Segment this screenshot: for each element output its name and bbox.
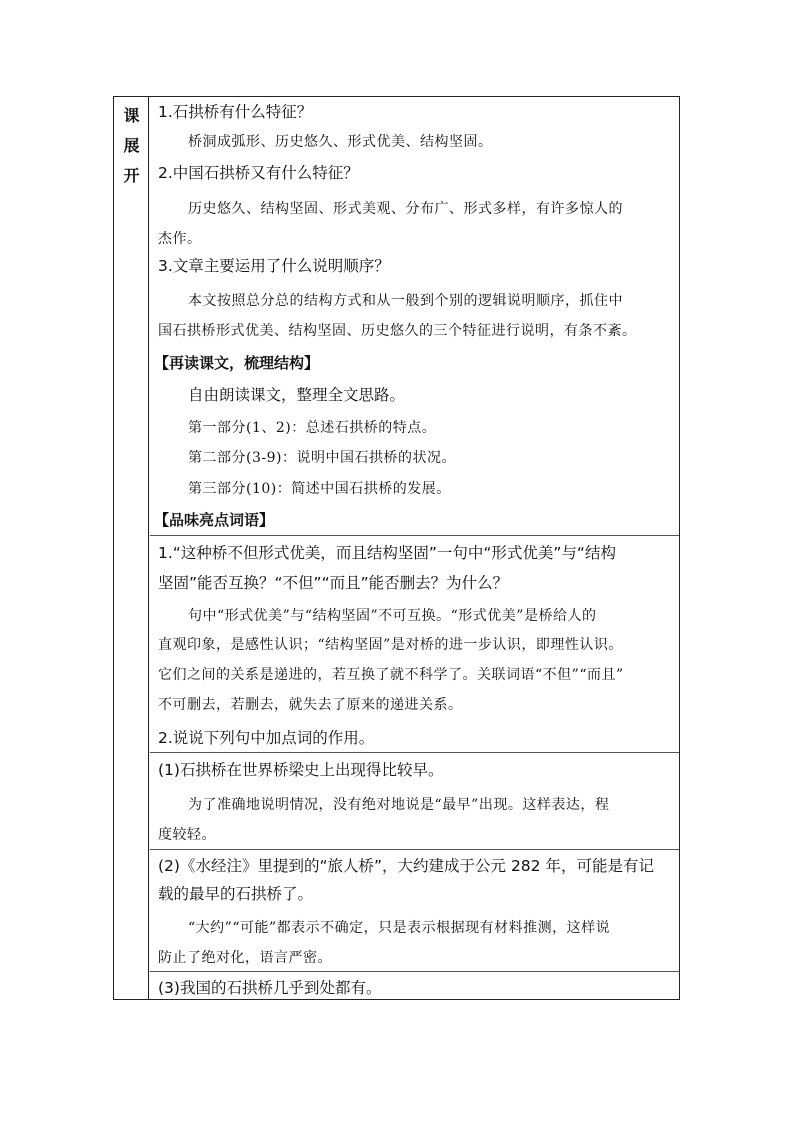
instruction: 自由朗读课文，整理全文思路。	[188, 386, 406, 404]
section-heading: 【品味亮点词语】	[154, 511, 275, 529]
answer: 为了准确地说明情况，没有绝对地说是“最早”出现。这样表达，程	[188, 797, 610, 813]
answer: “大约”“可能”都表示不确定，只是表示根据现有材料推测，这样说	[188, 920, 611, 936]
answer: 历史悠久、结构坚固、形式美观、分布广、形式多样，有许多惊人的	[188, 201, 623, 217]
question: (2)《水经注》里提到的“旅人桥”，大约建成于公元 282 年，可能是有记	[158, 857, 654, 875]
answer: 直观印象，是感性认识；“结构坚固”是对桥的进一步认识，即理性认识。	[158, 637, 623, 653]
row-divider	[150, 535, 679, 536]
row-divider	[150, 971, 679, 972]
section-label-char: 展	[123, 136, 140, 155]
section-label-column	[114, 97, 149, 999]
row-divider	[150, 752, 679, 753]
structure-item: 第三部分(10)：简述中国石拱桥的发展。	[188, 481, 451, 497]
question: 1.“这种桥不但形式优美，而且结构坚固”一句中“形式优美”与“结构	[158, 544, 616, 562]
question: 2.说说下列句中加点词的作用。	[158, 729, 375, 747]
section-label-char: 课	[123, 106, 140, 125]
question: 2.中国石拱桥又有什么特征？	[158, 164, 359, 182]
question: 载的最早的石拱桥了。	[158, 885, 314, 903]
question: 1.石拱桥有什么特征？	[158, 103, 313, 121]
structure-item: 第二部分(3-9)：说明中国石拱桥的状况。	[188, 450, 456, 466]
answer: 度较轻。	[158, 827, 216, 843]
row-divider	[150, 849, 679, 850]
answer: 桥洞成弧形、历史悠久、形式优美、结构坚固。	[188, 134, 493, 150]
answer: 它们之间的关系是递进的，若互换了就不科学了。关联词语“不但”“而且”	[158, 667, 624, 683]
answer: 国石拱桥形式优美、结构坚固、历史悠久的三个特征进行说明，有条不紊。	[158, 323, 637, 339]
question: (1)石拱桥在世界桥梁史上出现得比较早。	[158, 761, 444, 779]
answer: 句中“形式优美”与“结构坚固”不可互换。“形式优美”是桥给人的	[188, 608, 597, 624]
lesson-table	[113, 96, 680, 1000]
answer: 防止了绝对化，语言严密。	[158, 950, 332, 966]
section-label-char: 开	[123, 166, 140, 185]
question: (3)我国的石拱桥几乎到处都有。	[158, 979, 382, 997]
answer: 不可删去，若删去，就失去了原来的递进关系。	[158, 697, 463, 713]
structure-item: 第一部分(1、2)：总述石拱桥的特点。	[188, 420, 437, 436]
question: 坚固”能否互换？“不但”“而且”能否删去？为什么？	[158, 574, 509, 592]
answer: 杰作。	[158, 231, 202, 247]
section-heading: 【再读课文，梳理结构】	[154, 354, 320, 372]
answer: 本文按照总分总的结构方式和从一般到个别的逻辑说明顺序，抓住中	[188, 293, 623, 309]
question: 3.文章主要运用了什么说明顺序？	[158, 257, 390, 275]
